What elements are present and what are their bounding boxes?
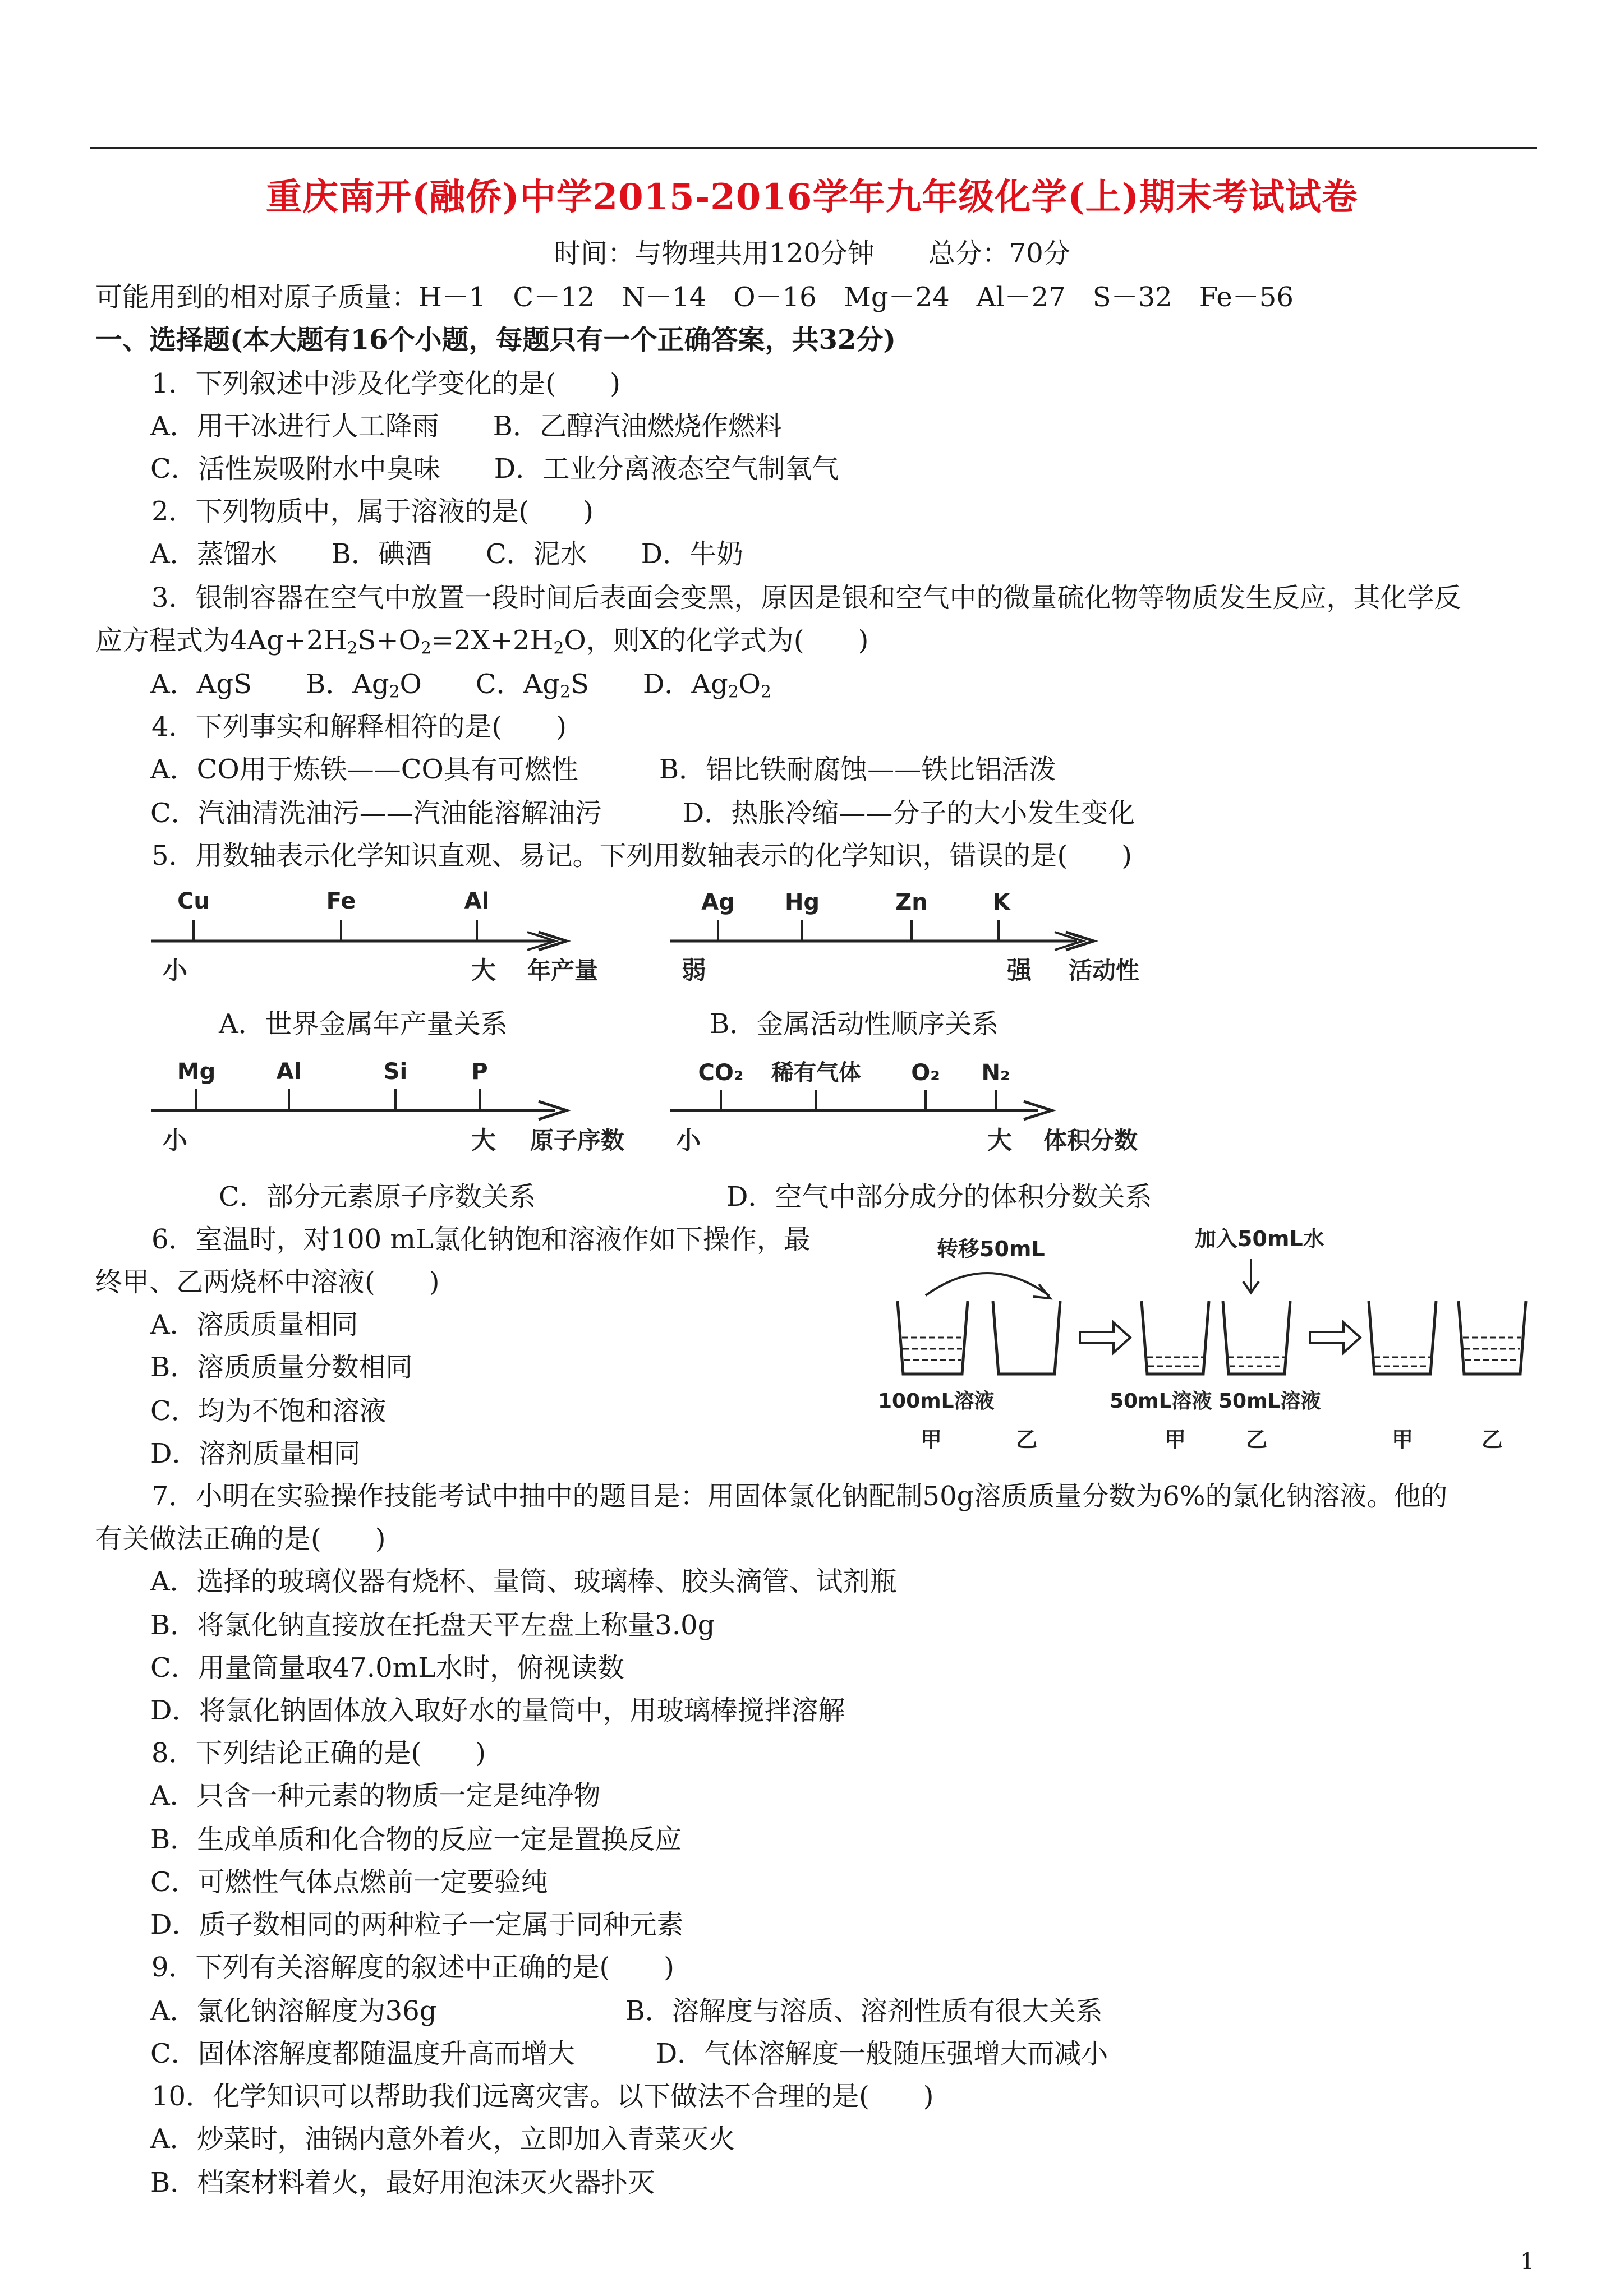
axis-d-right: 大 bbox=[987, 1126, 1012, 1155]
number-line-c bbox=[151, 1059, 624, 1155]
axis-c-label-3: P bbox=[471, 1059, 488, 1085]
option-text: A．AgS B．Ag bbox=[150, 668, 389, 700]
question-8-option-b: B．生成单质和化合物的反应一定是置换反应 bbox=[150, 1824, 682, 1855]
option-text: S D．Ag bbox=[570, 668, 728, 700]
number-line-d bbox=[670, 1060, 1138, 1155]
subscript: 2 bbox=[728, 682, 739, 702]
question-1-options-ab: A．用干冰进行人工降雨 B．乙醇汽油燃烧作燃料 bbox=[150, 411, 782, 442]
question-6-stem-line1: 6．室温时，对100 mL氯化钠饱和溶液作如下操作，最 bbox=[151, 1224, 811, 1255]
axis-d-label-0: CO₂ bbox=[698, 1060, 744, 1086]
question-8-stem: 8．下列结论正确的是( ) bbox=[151, 1737, 486, 1769]
axis-a-name: 年产量 bbox=[527, 957, 599, 984]
axis-d-label-3: N₂ bbox=[981, 1060, 1010, 1086]
axis-d-name: 体积分数 bbox=[1043, 1127, 1138, 1154]
subscript: 2 bbox=[420, 638, 431, 658]
number-line-b bbox=[670, 889, 1139, 985]
section-heading: 一、选择题(本大题有16个小题，每题只有一个正确答案，共32分) bbox=[95, 324, 896, 356]
axis-d-label-2: O₂ bbox=[911, 1060, 940, 1086]
axis-b-label-3: K bbox=[992, 889, 1010, 915]
question-7-stem-line2: 有关做法正确的是( ) bbox=[95, 1523, 386, 1555]
axis-d-label-1: 稀有气体 bbox=[771, 1060, 861, 1086]
question-7-option-c: C．用量筒量取47.0mL水时，俯视读数 bbox=[150, 1652, 624, 1684]
axis-b-label-2: Zn bbox=[895, 889, 928, 915]
question-7-stem-line1: 7．小明在实验操作技能考试中抽中的题目是：用固体氯化钠配制50g溶质质量分数为6%的氯化钠溶液。他的 bbox=[151, 1481, 1448, 1512]
subscript: 2 bbox=[389, 682, 400, 702]
beaker-yi-2: 乙 bbox=[1245, 1427, 1268, 1452]
axis-a-caption: A．世界金属年产量关系 bbox=[219, 1008, 508, 1040]
question-7-option-d: D．将氯化钠固体放入取好水的量筒中，用玻璃棒搅拌溶解 bbox=[150, 1695, 845, 1726]
axis-c-right: 大 bbox=[471, 1126, 496, 1155]
axis-c-label-0: Mg bbox=[177, 1059, 216, 1085]
axis-c-left: 小 bbox=[163, 1126, 187, 1155]
atomic-mass-list: 可能用到的相对原子质量：H－1 C－12 N－14 O－16 Mg－24 Al－27 S－32 Fe－56 bbox=[95, 282, 1294, 313]
add-water-label: 加入50mL水 bbox=[1195, 1227, 1324, 1251]
question-6-option-c: C．均为不饱和溶液 bbox=[150, 1395, 387, 1427]
beaker-jia-3: 甲 bbox=[1391, 1427, 1414, 1452]
subscript: 2 bbox=[761, 682, 771, 702]
equation-part: =2X+2H bbox=[431, 625, 554, 656]
axis-c-label-1: Al bbox=[276, 1059, 302, 1085]
axis-b-label-0: Ag bbox=[701, 889, 735, 915]
question-9-stem: 9．下列有关溶解度的叙述中正确的是( ) bbox=[151, 1952, 674, 1983]
question-4-options-cd: C．汽油清洗油污——汽油能溶解油污 D．热胀冷缩——分子的大小发生变化 bbox=[150, 797, 1135, 829]
question-7-option-a: A．选择的玻璃仪器有烧杯、量筒、玻璃棒、胶头滴管、试剂瓶 bbox=[150, 1566, 897, 1597]
page-number: 1 bbox=[1520, 2249, 1535, 2275]
question-2-stem: 2．下列物质中，属于溶液的是( ) bbox=[151, 496, 594, 527]
axis-a-left: 小 bbox=[163, 956, 187, 985]
beaker-label-50ml-a: 50mL溶液 bbox=[1110, 1390, 1212, 1413]
axis-a-right: 大 bbox=[471, 956, 496, 985]
equation-part: O，则X的化学式为( ) bbox=[564, 625, 869, 656]
option-text: O bbox=[738, 668, 761, 700]
equation-part: 应方程式为4Ag+2H bbox=[95, 625, 347, 656]
question-3-stem-line1: 3．银制容器在空气中放置一段时间后表面会变黑，原因是银和空气中的微量硫化物等物质发生反应，其化学反 bbox=[151, 582, 1461, 614]
option-text: O C．Ag bbox=[399, 668, 560, 700]
subscript: 2 bbox=[560, 682, 571, 702]
transfer-label: 转移50mL bbox=[937, 1237, 1045, 1261]
beaker-figure bbox=[878, 1227, 1526, 1452]
equation-part: S+O bbox=[357, 625, 421, 656]
question-5-stem: 5．用数轴表示化学知识直观、易记。下列用数轴表示的化学知识，错误的是( ) bbox=[151, 840, 1132, 872]
question-6-stem-line2: 终甲、乙两烧杯中溶液( ) bbox=[95, 1266, 440, 1298]
question-10-stem: 10．化学知识可以帮助我们远离灾害。以下做法不合理的是( ) bbox=[151, 2081, 934, 2112]
beaker-label-50ml-b: 50mL溶液 bbox=[1218, 1390, 1321, 1413]
beaker-yi-3: 乙 bbox=[1481, 1427, 1503, 1452]
axis-b-left: 弱 bbox=[682, 956, 706, 985]
question-1-options-cd: C．活性炭吸附水中臭味 D．工业分离液态空气制氧气 bbox=[150, 453, 839, 485]
axis-a-label-0: Cu bbox=[177, 888, 210, 914]
axis-b-name: 活动性 bbox=[1069, 957, 1140, 984]
question-10-option-a: A．炒菜时，油锅内意外着火，立即加入青菜灭火 bbox=[150, 2123, 735, 2155]
question-10-option-b: B．档案材料着火，最好用泡沫灭火器扑灭 bbox=[150, 2167, 655, 2198]
question-9-options-ab: A．氯化钠溶解度为36g B．溶解度与溶质、溶剂性质有很大关系 bbox=[150, 1995, 1103, 2027]
question-8-option-a: A．只含一种元素的物质一定是纯净物 bbox=[150, 1780, 601, 1811]
axis-c-label-2: Si bbox=[383, 1059, 408, 1085]
question-6-option-b: B．溶质质量分数相同 bbox=[150, 1352, 413, 1383]
question-8-option-c: C．可燃性气体点燃前一定要验纯 bbox=[150, 1866, 548, 1898]
axis-b-label-1: Hg bbox=[784, 889, 820, 915]
question-6-option-d: D．溶剂质量相同 bbox=[150, 1438, 361, 1469]
axis-d-caption: D．空气中部分成分的体积分数关系 bbox=[726, 1181, 1152, 1212]
question-8-option-d: D．质子数相同的两种粒子一定属于同种元素 bbox=[150, 1909, 684, 1940]
axis-c-caption: C．部分元素原子序数关系 bbox=[219, 1181, 536, 1212]
exam-time-info: 时间：与物理共用120分钟 总分：70分 bbox=[554, 238, 1070, 269]
question-7-option-b: B．将氯化钠直接放在托盘天平左盘上称量3.0g bbox=[150, 1610, 715, 1641]
axis-d-left: 小 bbox=[676, 1126, 701, 1155]
subscript: 2 bbox=[553, 638, 564, 658]
question-1-stem: 1．下列叙述中涉及化学变化的是( ) bbox=[151, 368, 620, 399]
page-title: 重庆南开(融侨)中学2015-2016学年九年级化学(上)期末考试试卷 bbox=[266, 176, 1358, 218]
beaker-jia-2: 甲 bbox=[1164, 1427, 1186, 1452]
question-6-option-a: A．溶质质量相同 bbox=[150, 1309, 358, 1340]
question-2-options: A．蒸馏水 B．碘酒 C．泥水 D．牛奶 bbox=[150, 538, 744, 570]
axis-a-label-2: Al bbox=[464, 888, 490, 914]
axis-b-right: 强 bbox=[1007, 956, 1032, 985]
beaker-jia-1: 甲 bbox=[920, 1427, 942, 1452]
subscript: 2 bbox=[347, 638, 358, 658]
axis-b-caption: B．金属活动性顺序关系 bbox=[710, 1008, 999, 1040]
question-4-options-ab: A．CO用于炼铁——CO具有可燃性 B．铝比铁耐腐蚀——铁比铝活泼 bbox=[150, 754, 1056, 785]
axis-c-name: 原子序数 bbox=[530, 1127, 625, 1154]
question-9-options-cd: C．固体溶解度都随温度升高而增大 D．气体溶解度一般随压强增大而减小 bbox=[150, 2038, 1108, 2069]
axis-a-label-1: Fe bbox=[326, 888, 356, 914]
question-4-stem: 4．下列事实和解释相符的是( ) bbox=[151, 711, 567, 743]
beaker-yi-1: 乙 bbox=[1015, 1427, 1038, 1452]
number-line-a bbox=[151, 888, 598, 985]
beaker-label-100ml: 100mL溶液 bbox=[878, 1390, 995, 1413]
